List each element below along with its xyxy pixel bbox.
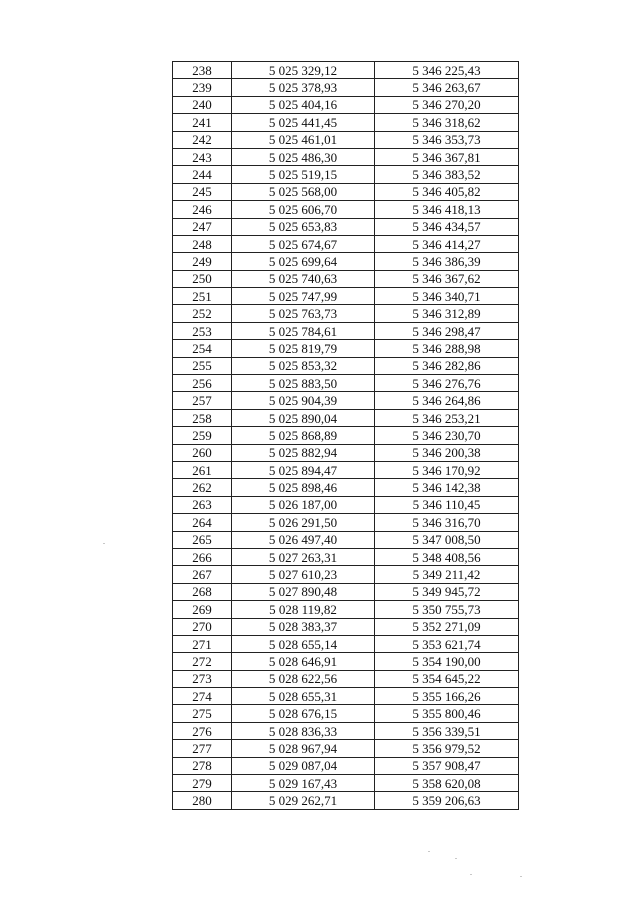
table-row bbox=[173, 114, 519, 131]
x-coordinate-cell: 5 025 747,99 bbox=[232, 288, 375, 305]
y-coordinate-cell: 5 346 253,21 bbox=[375, 409, 519, 426]
table-row bbox=[173, 618, 519, 635]
y-coordinate-cell: 5 355 800,46 bbox=[375, 705, 519, 722]
x-coordinate-cell: 5 025 699,64 bbox=[232, 253, 375, 270]
table-row bbox=[173, 409, 519, 426]
x-coordinate-cell: 5 025 378,93 bbox=[232, 79, 375, 96]
coordinates-table bbox=[172, 61, 519, 810]
x-coordinate-cell: 5 026 187,00 bbox=[232, 496, 375, 513]
point-number-cell: 254 bbox=[173, 340, 232, 357]
point-number-cell: 262 bbox=[173, 479, 232, 496]
y-coordinate-cell: 5 354 645,22 bbox=[375, 670, 519, 687]
table-row bbox=[173, 757, 519, 774]
table-row bbox=[173, 514, 519, 531]
table-row bbox=[173, 722, 519, 739]
point-number-cell: 252 bbox=[173, 305, 232, 322]
table-row bbox=[173, 653, 519, 670]
x-coordinate-cell: 5 025 763,73 bbox=[232, 305, 375, 322]
y-coordinate-cell: 5 346 288,98 bbox=[375, 340, 519, 357]
point-number-cell: 270 bbox=[173, 618, 232, 635]
point-number-cell: 257 bbox=[173, 392, 232, 409]
table-row bbox=[173, 479, 519, 496]
y-coordinate-cell: 5 350 755,73 bbox=[375, 601, 519, 618]
table-row bbox=[173, 288, 519, 305]
x-coordinate-cell: 5 029 262,71 bbox=[232, 792, 375, 809]
table-row bbox=[173, 740, 519, 757]
table-row bbox=[173, 635, 519, 652]
point-number-cell: 255 bbox=[173, 357, 232, 374]
table-row bbox=[173, 670, 519, 687]
point-number-cell: 278 bbox=[173, 757, 232, 774]
point-number-cell: 260 bbox=[173, 444, 232, 461]
table-row bbox=[173, 531, 519, 548]
y-coordinate-cell: 5 346 405,82 bbox=[375, 183, 519, 200]
point-number-cell: 280 bbox=[173, 792, 232, 809]
table-row bbox=[173, 357, 519, 374]
table-row bbox=[173, 548, 519, 565]
y-coordinate-cell: 5 346 367,81 bbox=[375, 148, 519, 165]
y-coordinate-cell: 5 346 276,76 bbox=[375, 375, 519, 392]
y-coordinate-cell: 5 346 316,70 bbox=[375, 514, 519, 531]
x-coordinate-cell: 5 028 646,91 bbox=[232, 653, 375, 670]
point-number-cell: 249 bbox=[173, 253, 232, 270]
x-coordinate-cell: 5 025 568,00 bbox=[232, 183, 375, 200]
y-coordinate-cell: 5 346 225,43 bbox=[375, 62, 519, 79]
table-row bbox=[173, 148, 519, 165]
point-number-cell: 242 bbox=[173, 131, 232, 148]
x-coordinate-cell: 5 025 441,45 bbox=[232, 114, 375, 131]
table-row bbox=[173, 340, 519, 357]
x-coordinate-cell: 5 028 655,14 bbox=[232, 635, 375, 652]
y-coordinate-cell: 5 346 200,38 bbox=[375, 444, 519, 461]
point-number-cell: 239 bbox=[173, 79, 232, 96]
x-coordinate-cell: 5 025 868,89 bbox=[232, 427, 375, 444]
y-coordinate-cell: 5 346 263,67 bbox=[375, 79, 519, 96]
point-number-cell: 240 bbox=[173, 96, 232, 113]
point-number-cell: 248 bbox=[173, 235, 232, 252]
x-coordinate-cell: 5 026 497,40 bbox=[232, 531, 375, 548]
y-coordinate-cell: 5 353 621,74 bbox=[375, 635, 519, 652]
table-row bbox=[173, 201, 519, 218]
point-number-cell: 245 bbox=[173, 183, 232, 200]
x-coordinate-cell: 5 025 404,16 bbox=[232, 96, 375, 113]
x-coordinate-cell: 5 029 167,43 bbox=[232, 775, 375, 792]
point-number-cell: 243 bbox=[173, 148, 232, 165]
x-coordinate-cell: 5 025 894,47 bbox=[232, 461, 375, 478]
x-coordinate-cell: 5 028 383,37 bbox=[232, 618, 375, 635]
table-row bbox=[173, 792, 519, 809]
scan-speck bbox=[428, 851, 430, 852]
y-coordinate-cell: 5 346 318,62 bbox=[375, 114, 519, 131]
x-coordinate-cell: 5 025 519,15 bbox=[232, 166, 375, 183]
y-coordinate-cell: 5 355 166,26 bbox=[375, 688, 519, 705]
x-coordinate-cell: 5 025 461,01 bbox=[232, 131, 375, 148]
table-row bbox=[173, 270, 519, 287]
point-number-cell: 261 bbox=[173, 461, 232, 478]
y-coordinate-cell: 5 354 190,00 bbox=[375, 653, 519, 670]
y-coordinate-cell: 5 346 230,70 bbox=[375, 427, 519, 444]
y-coordinate-cell: 5 346 340,71 bbox=[375, 288, 519, 305]
point-number-cell: 251 bbox=[173, 288, 232, 305]
point-number-cell: 244 bbox=[173, 166, 232, 183]
point-number-cell: 266 bbox=[173, 548, 232, 565]
y-coordinate-cell: 5 346 386,39 bbox=[375, 253, 519, 270]
table-row bbox=[173, 705, 519, 722]
table-row bbox=[173, 601, 519, 618]
x-coordinate-cell: 5 025 606,70 bbox=[232, 201, 375, 218]
x-coordinate-cell: 5 025 853,32 bbox=[232, 357, 375, 374]
y-coordinate-cell: 5 346 264,86 bbox=[375, 392, 519, 409]
x-coordinate-cell: 5 028 836,33 bbox=[232, 722, 375, 739]
y-coordinate-cell: 5 357 908,47 bbox=[375, 757, 519, 774]
y-coordinate-cell: 5 347 008,50 bbox=[375, 531, 519, 548]
x-coordinate-cell: 5 028 622,56 bbox=[232, 670, 375, 687]
table-row bbox=[173, 427, 519, 444]
point-number-cell: 265 bbox=[173, 531, 232, 548]
point-number-cell: 256 bbox=[173, 375, 232, 392]
table-row bbox=[173, 775, 519, 792]
table-row bbox=[173, 496, 519, 513]
table-row bbox=[173, 688, 519, 705]
y-coordinate-cell: 5 349 945,72 bbox=[375, 583, 519, 600]
x-coordinate-cell: 5 025 784,61 bbox=[232, 322, 375, 339]
coordinates-table-body bbox=[173, 62, 519, 810]
point-number-cell: 253 bbox=[173, 322, 232, 339]
y-coordinate-cell: 5 346 414,27 bbox=[375, 235, 519, 252]
table-row bbox=[173, 235, 519, 252]
y-coordinate-cell: 5 359 206,63 bbox=[375, 792, 519, 809]
y-coordinate-cell: 5 346 418,13 bbox=[375, 201, 519, 218]
scan-speck bbox=[103, 543, 105, 544]
y-coordinate-cell: 5 346 270,20 bbox=[375, 96, 519, 113]
point-number-cell: 277 bbox=[173, 740, 232, 757]
y-coordinate-cell: 5 346 142,38 bbox=[375, 479, 519, 496]
table-row bbox=[173, 461, 519, 478]
x-coordinate-cell: 5 027 610,23 bbox=[232, 566, 375, 583]
x-coordinate-cell: 5 025 653,83 bbox=[232, 218, 375, 235]
table-row bbox=[173, 96, 519, 113]
table-row bbox=[173, 131, 519, 148]
point-number-cell: 267 bbox=[173, 566, 232, 583]
scan-speck bbox=[470, 874, 472, 875]
table-row bbox=[173, 322, 519, 339]
point-number-cell: 272 bbox=[173, 653, 232, 670]
x-coordinate-cell: 5 025 898,46 bbox=[232, 479, 375, 496]
x-coordinate-cell: 5 028 655,31 bbox=[232, 688, 375, 705]
point-number-cell: 271 bbox=[173, 635, 232, 652]
x-coordinate-cell: 5 027 263,31 bbox=[232, 548, 375, 565]
x-coordinate-cell: 5 025 882,94 bbox=[232, 444, 375, 461]
point-number-cell: 258 bbox=[173, 409, 232, 426]
table-row bbox=[173, 62, 519, 79]
y-coordinate-cell: 5 348 408,56 bbox=[375, 548, 519, 565]
x-coordinate-cell: 5 028 967,94 bbox=[232, 740, 375, 757]
point-number-cell: 250 bbox=[173, 270, 232, 287]
point-number-cell: 273 bbox=[173, 670, 232, 687]
table-row bbox=[173, 392, 519, 409]
y-coordinate-cell: 5 346 282,86 bbox=[375, 357, 519, 374]
x-coordinate-cell: 5 028 119,82 bbox=[232, 601, 375, 618]
scan-speck bbox=[455, 858, 457, 859]
point-number-cell: 276 bbox=[173, 722, 232, 739]
table-row bbox=[173, 566, 519, 583]
table-row bbox=[173, 218, 519, 235]
point-number-cell: 275 bbox=[173, 705, 232, 722]
table-row bbox=[173, 375, 519, 392]
x-coordinate-cell: 5 028 676,15 bbox=[232, 705, 375, 722]
table-row bbox=[173, 183, 519, 200]
table-row bbox=[173, 583, 519, 600]
x-coordinate-cell: 5 025 904,39 bbox=[232, 392, 375, 409]
y-coordinate-cell: 5 346 383,52 bbox=[375, 166, 519, 183]
y-coordinate-cell: 5 358 620,08 bbox=[375, 775, 519, 792]
point-number-cell: 263 bbox=[173, 496, 232, 513]
x-coordinate-cell: 5 025 329,12 bbox=[232, 62, 375, 79]
y-coordinate-cell: 5 356 339,51 bbox=[375, 722, 519, 739]
point-number-cell: 247 bbox=[173, 218, 232, 235]
y-coordinate-cell: 5 349 211,42 bbox=[375, 566, 519, 583]
x-coordinate-cell: 5 029 087,04 bbox=[232, 757, 375, 774]
x-coordinate-cell: 5 025 890,04 bbox=[232, 409, 375, 426]
point-number-cell: 274 bbox=[173, 688, 232, 705]
y-coordinate-cell: 5 346 170,92 bbox=[375, 461, 519, 478]
x-coordinate-cell: 5 025 486,30 bbox=[232, 148, 375, 165]
x-coordinate-cell: 5 025 740,63 bbox=[232, 270, 375, 287]
y-coordinate-cell: 5 346 312,89 bbox=[375, 305, 519, 322]
point-number-cell: 269 bbox=[173, 601, 232, 618]
y-coordinate-cell: 5 346 367,62 bbox=[375, 270, 519, 287]
x-coordinate-cell: 5 025 883,50 bbox=[232, 375, 375, 392]
table-row bbox=[173, 166, 519, 183]
x-coordinate-cell: 5 025 674,67 bbox=[232, 235, 375, 252]
table-row bbox=[173, 79, 519, 96]
y-coordinate-cell: 5 346 434,57 bbox=[375, 218, 519, 235]
point-number-cell: 264 bbox=[173, 514, 232, 531]
x-coordinate-cell: 5 027 890,48 bbox=[232, 583, 375, 600]
table-row bbox=[173, 253, 519, 270]
point-number-cell: 268 bbox=[173, 583, 232, 600]
table-row bbox=[173, 444, 519, 461]
point-number-cell: 259 bbox=[173, 427, 232, 444]
x-coordinate-cell: 5 026 291,50 bbox=[232, 514, 375, 531]
y-coordinate-cell: 5 352 271,09 bbox=[375, 618, 519, 635]
y-coordinate-cell: 5 346 353,73 bbox=[375, 131, 519, 148]
point-number-cell: 238 bbox=[173, 62, 232, 79]
scan-speck bbox=[520, 876, 522, 877]
point-number-cell: 241 bbox=[173, 114, 232, 131]
point-number-cell: 246 bbox=[173, 201, 232, 218]
x-coordinate-cell: 5 025 819,79 bbox=[232, 340, 375, 357]
y-coordinate-cell: 5 346 110,45 bbox=[375, 496, 519, 513]
y-coordinate-cell: 5 356 979,52 bbox=[375, 740, 519, 757]
table-row bbox=[173, 305, 519, 322]
point-number-cell: 279 bbox=[173, 775, 232, 792]
y-coordinate-cell: 5 346 298,47 bbox=[375, 322, 519, 339]
